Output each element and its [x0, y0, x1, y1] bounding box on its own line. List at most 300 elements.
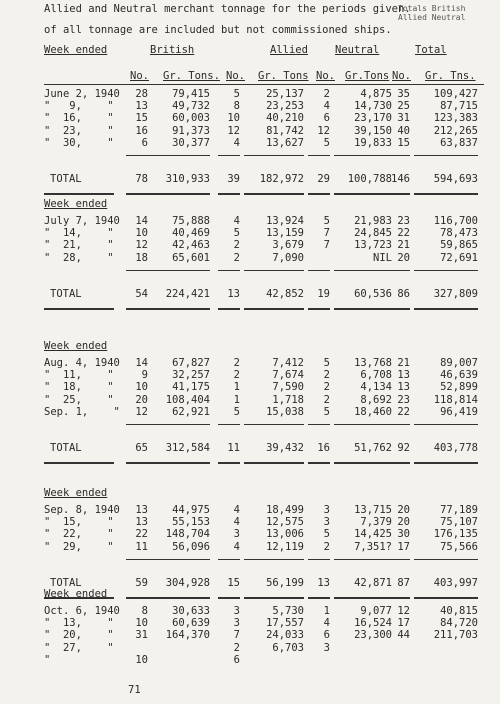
cell-b-no: 16 [135, 124, 148, 137]
subtotal-rule [218, 155, 240, 156]
cell-a-tons: 23,253 [266, 100, 304, 113]
total-rule [44, 462, 114, 464]
cell-a-no: 2 [233, 641, 240, 654]
cell-b-no: 6 [141, 136, 148, 149]
cell-a-tons: 13,627 [266, 136, 304, 149]
total-rule [414, 462, 478, 464]
total-t-tons: 403,997 [433, 576, 478, 589]
header-line-2: of all tonnage are included but not commissioned ships. [44, 24, 392, 36]
subtotal-rule [414, 559, 478, 560]
cell-t-tons: 77,189 [440, 504, 478, 516]
cell-t-no: 22 [397, 227, 410, 240]
corner-note: Totals British Allied Neutral [398, 4, 466, 22]
cell-n-tons: 18,460 [354, 405, 392, 418]
cell-b-no: 13 [135, 100, 148, 113]
total-rule [308, 597, 330, 599]
cell-b-no: 10 [135, 227, 148, 240]
cell-a-tons: 13,159 [266, 227, 304, 240]
total-a-no: 39 [227, 173, 240, 185]
page-number: 71 [128, 684, 141, 696]
cell-t-no: 21 [397, 239, 410, 252]
total-t-no: 146 [391, 173, 410, 185]
cell-n-tons: NIL [373, 251, 392, 264]
cell-week: " 23, " [44, 124, 114, 137]
subtotal-rule [218, 559, 240, 560]
cell-week: " 13, " [44, 617, 114, 630]
cell-a-tons: 5,730 [272, 605, 304, 617]
cell-week: Oct. 6, 1940 [44, 605, 120, 617]
cell-b-tons: 40,469 [172, 227, 210, 240]
cell-a-no: 4 [233, 215, 240, 227]
total-a-no: 15 [227, 576, 240, 589]
total-n-no: 16 [317, 442, 330, 454]
cell-a-tons: 17,557 [266, 617, 304, 630]
total-b-tons: 310,933 [165, 173, 210, 185]
total-n-tons: 42,871 [354, 576, 392, 589]
cell-b-no: 15 [135, 112, 148, 125]
cell-week: " 21, " [44, 239, 114, 252]
cell-a-tons: 15,038 [266, 405, 304, 418]
cell-a-tons: 7,674 [272, 369, 304, 382]
cell-b-tons: 41,175 [172, 381, 210, 394]
cell-n-no: 2 [323, 88, 330, 100]
total-rule [334, 597, 392, 599]
cell-a-tons: 13,006 [266, 528, 304, 541]
cell-b-no: 22 [135, 528, 148, 541]
total-rule [126, 193, 148, 195]
cell-t-no: 15 [397, 136, 410, 149]
col-allied: Allied [270, 44, 308, 56]
cell-a-tons: 40,210 [266, 112, 304, 125]
cell-n-no: 2 [323, 393, 330, 406]
cell-t-no: 44 [397, 629, 410, 642]
total-rule [148, 193, 210, 195]
cell-t-no: 20 [397, 516, 410, 529]
cell-b-tons: 79,415 [172, 88, 210, 100]
cell-b-tons: 60,639 [172, 617, 210, 630]
cell-a-no: 7 [233, 629, 240, 642]
cell-t-tons: 52,899 [440, 381, 478, 394]
cell-week: " 20, " [44, 629, 114, 642]
cell-t-tons: 63,837 [440, 136, 478, 149]
cell-b-tons: 148,704 [165, 528, 210, 541]
subtotal-rule [244, 559, 304, 560]
total-label: TOTAL [50, 287, 82, 300]
total-rule [218, 462, 240, 464]
cell-a-tons: 7,090 [272, 251, 304, 264]
cell-t-no: 20 [397, 504, 410, 516]
cell-b-tons: 42,463 [172, 239, 210, 252]
sub-t-no: No. [392, 70, 411, 82]
subtotal-rule [388, 424, 410, 425]
total-rule [414, 597, 478, 599]
cell-t-no: 31 [397, 112, 410, 125]
cell-b-tons: 44,975 [172, 504, 210, 516]
cell-n-no: 6 [323, 629, 330, 642]
subtotal-rule [388, 559, 410, 560]
cell-week: Sep. 8, 1940 [44, 504, 120, 516]
subtotal-rule [334, 155, 392, 156]
cell-t-tons: 109,427 [433, 88, 478, 100]
cell-week: " [44, 653, 63, 666]
cell-n-tons: 14,730 [354, 100, 392, 113]
cell-b-tons: 56,096 [172, 540, 210, 553]
sub-b-no: No. [130, 70, 149, 82]
cell-b-no: 13 [135, 504, 148, 516]
total-rule [218, 597, 240, 599]
cell-n-tons: 21,983 [354, 215, 392, 227]
cell-n-no: 2 [323, 369, 330, 382]
cell-n-no: 12 [317, 124, 330, 137]
cell-a-tons: 12,119 [266, 540, 304, 553]
cell-n-no: 2 [323, 540, 330, 553]
subtotal-rule [308, 155, 330, 156]
cell-b-no: 28 [135, 88, 148, 100]
total-rule [334, 462, 392, 464]
cell-n-no: 5 [323, 136, 330, 149]
cell-a-tons: 1,718 [272, 393, 304, 406]
cell-t-no: 13 [397, 369, 410, 382]
total-rule [126, 597, 148, 599]
total-n-no: 13 [317, 576, 330, 589]
cell-week: " 30, " [44, 136, 114, 149]
cell-a-tons: 13,924 [266, 215, 304, 227]
total-rule [244, 308, 304, 310]
subtotal-rule [126, 270, 148, 271]
cell-b-tons: 65,601 [172, 251, 210, 264]
cell-a-no: 5 [233, 405, 240, 418]
subtotal-rule [218, 270, 240, 271]
cell-b-no: 8 [141, 605, 148, 617]
cell-week: July 7, 1940 [44, 215, 120, 227]
total-label: TOTAL [50, 576, 82, 589]
total-b-no: 65 [135, 442, 148, 454]
cell-n-no: 7 [323, 227, 330, 240]
total-n-no: 29 [317, 173, 330, 185]
cell-b-tons: 75,888 [172, 215, 210, 227]
cell-t-tons: 72,691 [440, 251, 478, 264]
subtotal-rule [414, 155, 478, 156]
total-t-tons: 327,809 [433, 287, 478, 300]
cell-a-no: 4 [233, 540, 240, 553]
cell-week: " 18, " [44, 381, 114, 394]
cell-b-no: 10 [135, 653, 148, 666]
cell-week: " 14, " [44, 227, 114, 240]
cell-n-no: 6 [323, 112, 330, 125]
cell-n-tons: 7,351? [354, 540, 392, 553]
subtotal-rule [334, 424, 392, 425]
cell-t-tons: 89,007 [440, 357, 478, 369]
cell-b-tons: 62,921 [172, 405, 210, 418]
cell-a-no: 8 [233, 100, 240, 113]
cell-t-tons: 96,419 [440, 405, 478, 418]
total-a-tons: 39,432 [266, 442, 304, 454]
cell-t-no: 13 [397, 381, 410, 394]
total-rule [308, 462, 330, 464]
total-rule [44, 308, 114, 310]
cell-n-tons: 14,425 [354, 528, 392, 541]
sub-a-no: No. [226, 70, 245, 82]
total-a-no: 13 [227, 287, 240, 300]
total-rule [218, 193, 240, 195]
subtotal-rule [308, 270, 330, 271]
cell-a-tons: 81,742 [266, 124, 304, 137]
total-rule [148, 308, 210, 310]
total-b-no: 78 [135, 173, 148, 185]
section-title: Week ended [44, 588, 108, 600]
cell-n-tons: 9,077 [360, 605, 392, 617]
cell-a-no: 2 [233, 357, 240, 369]
subtotal-rule [218, 424, 240, 425]
cell-b-tons: 60,003 [172, 112, 210, 125]
cell-n-no: 3 [323, 641, 330, 654]
total-a-tons: 56,199 [266, 576, 304, 589]
cell-b-no: 14 [135, 215, 148, 227]
cell-n-tons: 23,170 [354, 112, 392, 125]
col-british: British [150, 44, 195, 56]
cell-b-tons: 108,404 [165, 393, 210, 406]
sub-t-tons: Gr. Tns. [425, 70, 476, 82]
cell-a-no: 4 [233, 136, 240, 149]
cell-a-no: 4 [233, 516, 240, 529]
total-rule [388, 597, 410, 599]
cell-n-no: 3 [323, 504, 330, 516]
cell-week: June 2, 1940 [44, 88, 120, 100]
cell-t-no: 22 [397, 405, 410, 418]
col-total: Total [415, 44, 447, 56]
cell-week: " 28, " [44, 251, 114, 264]
total-n-tons: 51,762 [354, 442, 392, 454]
subtotal-rule [244, 155, 304, 156]
cell-a-tons: 25,137 [266, 88, 304, 100]
total-rule [308, 308, 330, 310]
section-title: Week ended [44, 198, 108, 210]
header-rule [44, 84, 484, 85]
total-rule [414, 308, 478, 310]
subtotal-rule [334, 559, 392, 560]
cell-t-no: 17 [397, 617, 410, 630]
cell-b-tons: 164,370 [165, 629, 210, 642]
cell-a-no: 12 [227, 124, 240, 137]
total-n-tons: 60,536 [354, 287, 392, 300]
cell-a-tons: 18,499 [266, 504, 304, 516]
cell-n-no: 5 [323, 357, 330, 369]
subtotal-rule [148, 270, 210, 271]
sub-n-tons: Gr.Tons [345, 70, 390, 82]
cell-week: " 22, " [44, 528, 114, 541]
cell-week: " 11, " [44, 369, 114, 382]
total-rule [308, 193, 330, 195]
total-t-tons: 594,693 [433, 173, 478, 185]
cell-n-no: 4 [323, 100, 330, 113]
total-rule [334, 308, 392, 310]
cell-n-tons: 7,379 [360, 516, 392, 529]
total-rule [244, 193, 304, 195]
cell-b-no: 11 [135, 540, 148, 553]
cell-a-no: 5 [233, 88, 240, 100]
cell-b-tons: 49,732 [172, 100, 210, 113]
total-rule [388, 308, 410, 310]
cell-b-no: 14 [135, 357, 148, 369]
cell-a-no: 2 [233, 239, 240, 252]
cell-n-tons: 13,723 [354, 239, 392, 252]
total-label: TOTAL [50, 173, 82, 185]
subtotal-rule [334, 270, 392, 271]
subtotal-rule [244, 424, 304, 425]
subtotal-rule [126, 424, 148, 425]
cell-t-no: 12 [397, 605, 410, 617]
cell-n-tons: 23,300 [354, 629, 392, 642]
cell-a-tons: 3,679 [272, 239, 304, 252]
sub-b-tons: Gr. Tons. [163, 70, 220, 82]
subtotal-rule [388, 155, 410, 156]
cell-n-tons: 8,692 [360, 393, 392, 406]
cell-t-tons: 87,715 [440, 100, 478, 113]
cell-a-tons: 6,703 [272, 641, 304, 654]
cell-t-no: 21 [397, 357, 410, 369]
cell-week: " 15, " [44, 516, 114, 529]
total-rule [388, 462, 410, 464]
cell-b-tons: 32,257 [172, 369, 210, 382]
cell-n-no: 2 [323, 381, 330, 394]
cell-t-no: 23 [397, 393, 410, 406]
total-t-no: 92 [397, 442, 410, 454]
cell-a-tons: 7,412 [272, 357, 304, 369]
cell-week: Sep. 1, " [44, 405, 120, 418]
cell-t-no: 25 [397, 100, 410, 113]
subtotal-rule [126, 559, 148, 560]
cell-b-no: 13 [135, 516, 148, 529]
cell-a-no: 2 [233, 369, 240, 382]
total-a-tons: 42,852 [266, 287, 304, 300]
cell-b-no: 10 [135, 381, 148, 394]
cell-a-no: 5 [233, 227, 240, 240]
cell-t-tons: 212,265 [433, 124, 478, 137]
sub-a-tons: Gr. Tons [258, 70, 309, 82]
total-rule [218, 308, 240, 310]
cell-b-tons: 67,827 [172, 357, 210, 369]
header-line-1: Allied and Neutral merchant tonnage for the periods given. [44, 3, 411, 15]
cell-n-tons: 6,708 [360, 369, 392, 382]
cell-n-tons: 4,134 [360, 381, 392, 394]
cell-b-no: 10 [135, 617, 148, 630]
col-neutral: Neutral [335, 44, 380, 56]
total-rule [148, 597, 210, 599]
subtotal-rule [148, 559, 210, 560]
cell-n-no: 7 [323, 239, 330, 252]
cell-week: " 16, " [44, 112, 114, 125]
total-b-no: 54 [135, 287, 148, 300]
cell-t-no: 20 [397, 251, 410, 264]
cell-n-tons: 13,715 [354, 504, 392, 516]
cell-a-no: 3 [233, 605, 240, 617]
cell-week: " 25, " [44, 393, 114, 406]
cell-t-tons: 123,383 [433, 112, 478, 125]
cell-a-no: 6 [233, 653, 240, 666]
total-t-tons: 403,778 [433, 442, 478, 454]
total-b-tons: 304,928 [165, 576, 210, 589]
cell-a-no: 2 [233, 251, 240, 264]
cell-n-no: 3 [323, 516, 330, 529]
cell-a-no: 10 [227, 112, 240, 125]
cell-t-no: 17 [397, 540, 410, 553]
total-t-no: 86 [397, 287, 410, 300]
cell-b-no: 12 [135, 405, 148, 418]
cell-week: " 9, " [44, 100, 114, 113]
cell-n-no: 5 [323, 405, 330, 418]
cell-t-tons: 116,700 [433, 215, 478, 227]
total-t-no: 87 [397, 576, 410, 589]
total-label: TOTAL [50, 442, 82, 454]
cell-a-tons: 12,575 [266, 516, 304, 529]
cell-t-tons: 84,720 [440, 617, 478, 630]
total-a-no: 11 [227, 442, 240, 454]
cell-b-no: 31 [135, 629, 148, 642]
subtotal-rule [308, 559, 330, 560]
cell-a-tons: 7,590 [272, 381, 304, 394]
total-b-tons: 312,584 [165, 442, 210, 454]
cell-a-no: 3 [233, 617, 240, 630]
cell-t-no: 35 [397, 88, 410, 100]
cell-b-no: 9 [141, 369, 148, 382]
total-rule [244, 597, 304, 599]
cell-a-no: 1 [233, 381, 240, 394]
cell-t-tons: 75,566 [440, 540, 478, 553]
cell-t-tons: 75,107 [440, 516, 478, 529]
cell-t-tons: 78,473 [440, 227, 478, 240]
cell-b-tons: 91,373 [172, 124, 210, 137]
cell-n-tons: 19,833 [354, 136, 392, 149]
subtotal-rule [414, 270, 478, 271]
cell-n-no: 5 [323, 528, 330, 541]
subtotal-rule [244, 270, 304, 271]
total-n-no: 19 [317, 287, 330, 300]
cell-a-tons: 24,033 [266, 629, 304, 642]
total-a-tons: 182,972 [259, 173, 304, 185]
cell-b-tons: 30,633 [172, 605, 210, 617]
cell-n-no: 1 [323, 605, 330, 617]
cell-n-tons: 24,845 [354, 227, 392, 240]
cell-n-tons: 39,150 [354, 124, 392, 137]
total-rule [334, 193, 392, 195]
cell-t-no: 40 [397, 124, 410, 137]
cell-t-tons: 118,814 [433, 393, 478, 406]
cell-t-tons: 211,703 [433, 629, 478, 642]
cell-t-tons: 176,135 [433, 528, 478, 541]
cell-a-no: 3 [233, 528, 240, 541]
section-title: Week ended [44, 487, 108, 499]
total-rule [414, 193, 478, 195]
total-rule [126, 308, 148, 310]
cell-n-no: 5 [323, 215, 330, 227]
total-n-tons: 100,788 [347, 173, 392, 185]
total-rule [148, 462, 210, 464]
subtotal-rule [388, 270, 410, 271]
cell-n-tons: 13,768 [354, 357, 392, 369]
cell-a-no: 1 [233, 393, 240, 406]
subtotal-rule [148, 155, 210, 156]
cell-b-tons: 30,377 [172, 136, 210, 149]
subtotal-rule [308, 424, 330, 425]
col-week-ended: Week ended [44, 44, 108, 56]
cell-t-no: 23 [397, 215, 410, 227]
cell-week: Aug. 4, 1940 [44, 357, 120, 369]
cell-t-tons: 40,815 [440, 605, 478, 617]
cell-t-tons: 59,865 [440, 239, 478, 252]
cell-week: " 29, " [44, 540, 114, 553]
total-rule [388, 193, 410, 195]
section-title: Week ended [44, 340, 108, 352]
